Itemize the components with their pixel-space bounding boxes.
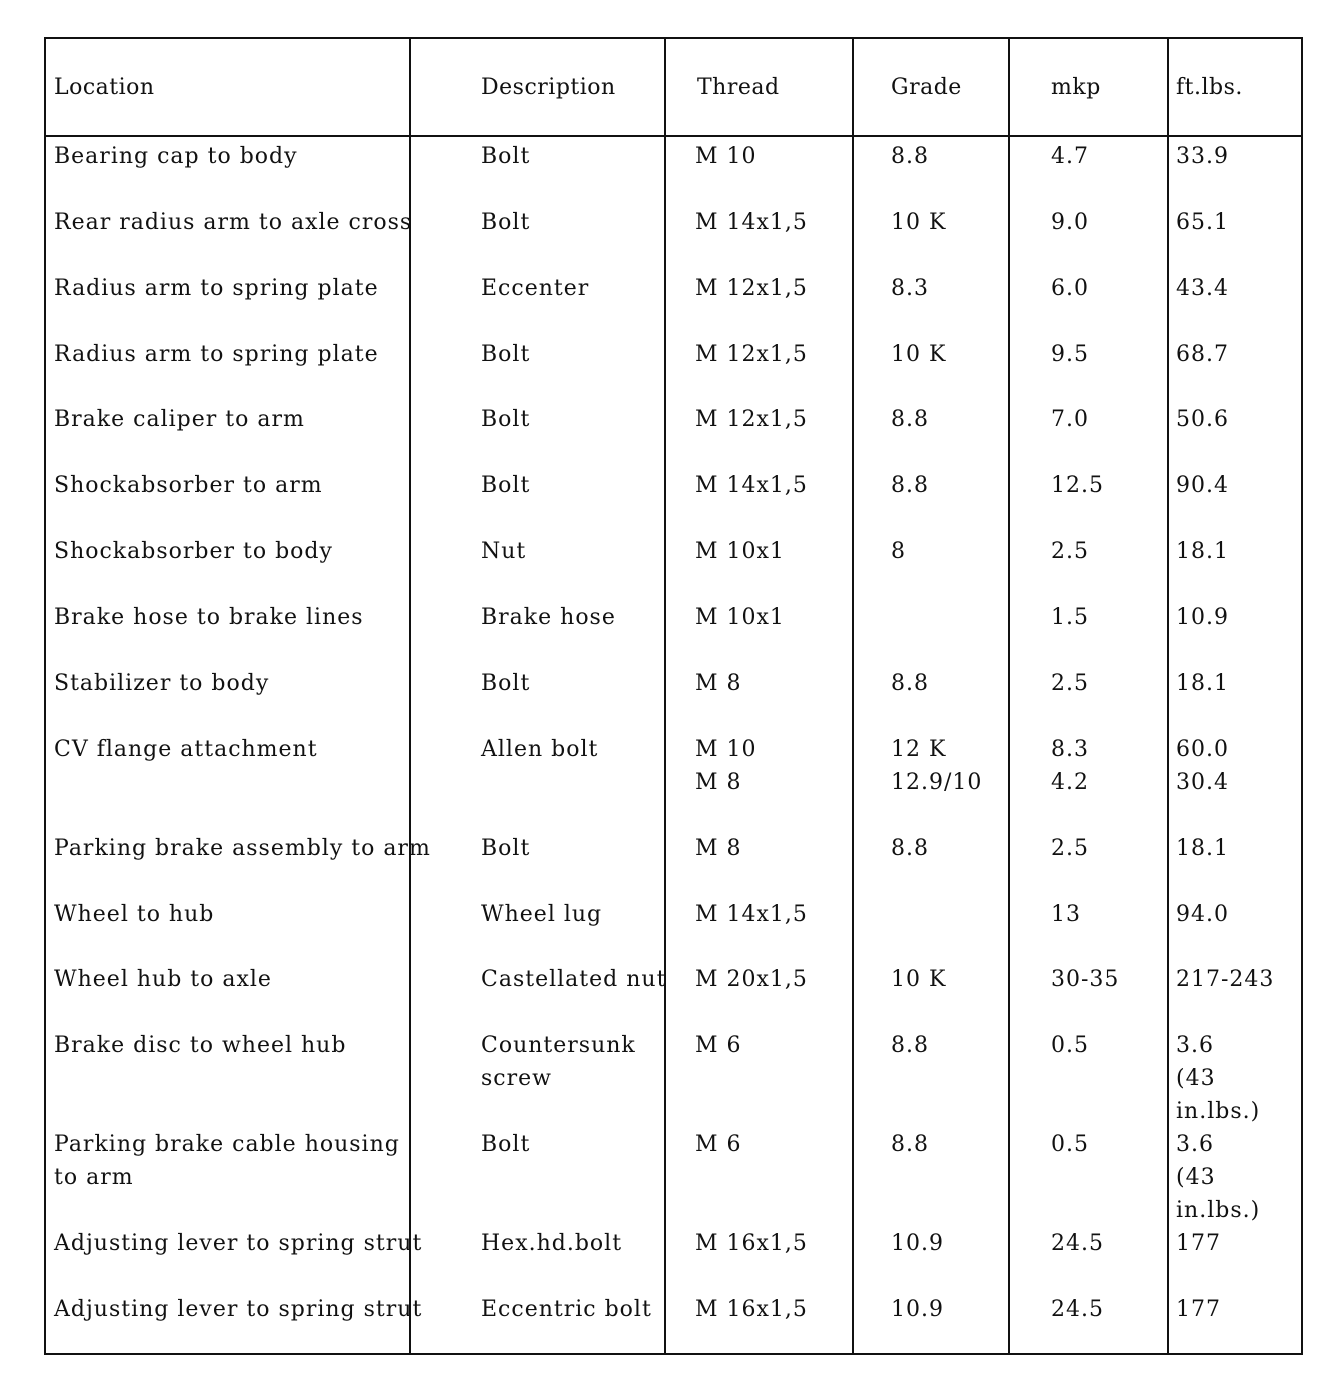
cell-location: Brake caliper to arm — [54, 407, 305, 432]
cell-thread: M 14x1,5 — [695, 902, 808, 927]
cell-ft-lbs: 50.6 — [1176, 407, 1229, 432]
cell-mkp: 12.5 — [1051, 473, 1104, 498]
cell-description: Hex.hd.bolt — [481, 1231, 623, 1256]
cell-mkp: 6.0 — [1051, 276, 1089, 301]
cell-description: Bolt — [481, 671, 531, 696]
cell-location: Parking brake assembly to arm — [54, 836, 431, 861]
cell-location: Wheel hub to axle — [54, 967, 272, 992]
column-divider — [1008, 39, 1010, 1353]
cell-grade: 8.8 — [891, 671, 929, 696]
cell-mkp: 0.5 — [1051, 1132, 1089, 1157]
cell-thread: M 6 — [695, 1033, 742, 1058]
cell-grade: 8.8 — [891, 836, 929, 861]
cell-grade: 12 K 12.9/10 — [891, 737, 983, 795]
cell-location: Brake disc to wheel hub — [54, 1033, 347, 1058]
torque-spec-table — [44, 37, 1303, 1355]
cell-description: Bolt — [481, 1132, 531, 1157]
cell-grade: 8.8 — [891, 1033, 929, 1058]
cell-description: Brake hose — [481, 605, 616, 630]
cell-thread: M 10 — [695, 144, 757, 169]
cell-location: Shockabsorber to body — [54, 539, 333, 564]
cell-thread: M 8 — [695, 671, 742, 696]
cell-description: Bolt — [481, 473, 531, 498]
cell-grade: 10 K — [891, 967, 947, 992]
cell-ft-lbs: 10.9 — [1176, 605, 1229, 630]
cell-thread: M 10x1 — [695, 539, 785, 564]
cell-location: Radius arm to spring plate — [54, 276, 379, 301]
cell-description: Bolt — [481, 210, 531, 235]
cell-thread: M 16x1,5 — [695, 1231, 808, 1256]
cell-description: Nut — [481, 539, 527, 564]
cell-location: Shockabsorber to arm — [54, 473, 323, 498]
cell-ft-lbs: 18.1 — [1176, 539, 1229, 564]
header-ftlbs: ft.lbs. — [1176, 75, 1243, 100]
cell-thread: M 14x1,5 — [695, 473, 808, 498]
cell-mkp: 8.3 4.2 — [1051, 737, 1089, 795]
cell-grade: 8 — [891, 539, 906, 564]
cell-thread: M 8 — [695, 836, 742, 861]
header-grade: Grade — [891, 75, 962, 100]
cell-grade: 10.9 — [891, 1231, 944, 1256]
cell-grade: 8.8 — [891, 1132, 929, 1157]
cell-location: Bearing cap to body — [54, 144, 298, 169]
cell-location: Stabilizer to body — [54, 671, 270, 696]
cell-grade: 8.8 — [891, 473, 929, 498]
cell-mkp: 1.5 — [1051, 605, 1089, 630]
cell-location: Brake hose to brake lines — [54, 605, 364, 630]
cell-ft-lbs: 68.7 — [1176, 342, 1229, 367]
cell-mkp: 24.5 — [1051, 1231, 1104, 1256]
cell-thread: M 12x1,5 — [695, 342, 808, 367]
cell-ft-lbs: 65.1 — [1176, 210, 1229, 235]
cell-ft-lbs: 33.9 — [1176, 144, 1229, 169]
cell-description: Allen bolt — [481, 737, 599, 762]
cell-description: Bolt — [481, 407, 531, 432]
column-divider — [852, 39, 854, 1353]
cell-ft-lbs: 60.0 30.4 — [1176, 737, 1229, 795]
header-thread: Thread — [697, 75, 780, 100]
cell-mkp: 9.0 — [1051, 210, 1089, 235]
cell-thread: M 16x1,5 — [695, 1297, 808, 1322]
cell-grade: 10 K — [891, 210, 947, 235]
cell-mkp: 24.5 — [1051, 1297, 1104, 1322]
cell-thread: M 20x1,5 — [695, 967, 808, 992]
cell-mkp: 4.7 — [1051, 144, 1089, 169]
cell-location: Adjusting lever to spring strut — [54, 1297, 423, 1322]
header-mkp: mkp — [1051, 75, 1101, 100]
cell-ft-lbs: 18.1 — [1176, 671, 1229, 696]
cell-description: Eccentric bolt — [481, 1297, 652, 1322]
column-divider — [664, 39, 666, 1353]
cell-thread: M 10 M 8 — [695, 737, 757, 795]
cell-location: Adjusting lever to spring strut — [54, 1231, 423, 1256]
cell-thread: M 6 — [695, 1132, 742, 1157]
cell-thread: M 10x1 — [695, 605, 785, 630]
cell-ft-lbs: 177 — [1176, 1231, 1221, 1256]
cell-mkp: 13 — [1051, 902, 1081, 927]
cell-mkp: 9.5 — [1051, 342, 1089, 367]
cell-mkp: 30-35 — [1051, 967, 1120, 992]
cell-ft-lbs: 3.6 (43 in.lbs.) — [1176, 1132, 1261, 1223]
cell-description: Bolt — [481, 144, 531, 169]
cell-description: Countersunk screw — [481, 1033, 636, 1091]
cell-thread: M 14x1,5 — [695, 210, 808, 235]
cell-location: Parking brake cable housing to arm — [54, 1132, 400, 1190]
cell-ft-lbs: 3.6 (43 in.lbs.) — [1176, 1033, 1261, 1124]
cell-grade: 8.3 — [891, 276, 929, 301]
cell-mkp: 2.5 — [1051, 539, 1089, 564]
cell-ft-lbs: 177 — [1176, 1297, 1221, 1322]
header-description: Description — [481, 75, 616, 100]
cell-location: Radius arm to spring plate — [54, 342, 379, 367]
cell-location: Wheel to hub — [54, 902, 215, 927]
cell-mkp: 7.0 — [1051, 407, 1089, 432]
cell-mkp: 2.5 — [1051, 836, 1089, 861]
cell-description: Bolt — [481, 836, 531, 861]
column-divider — [1167, 39, 1169, 1353]
cell-grade: 10 K — [891, 342, 947, 367]
cell-ft-lbs: 94.0 — [1176, 902, 1229, 927]
header-location: Location — [54, 75, 155, 100]
cell-description: Bolt — [481, 342, 531, 367]
header-divider — [46, 135, 1301, 137]
cell-grade: 8.8 — [891, 144, 929, 169]
cell-location: CV flange attachment — [54, 737, 318, 762]
cell-location: Rear radius arm to axle cross — [54, 210, 413, 235]
cell-description: Wheel lug — [481, 902, 603, 927]
cell-ft-lbs: 90.4 — [1176, 473, 1229, 498]
cell-thread: M 12x1,5 — [695, 276, 808, 301]
cell-description: Eccenter — [481, 276, 590, 301]
cell-description: Castellated nut — [481, 967, 667, 992]
cell-grade: 10.9 — [891, 1297, 944, 1322]
cell-mkp: 2.5 — [1051, 671, 1089, 696]
cell-ft-lbs: 217-243 — [1176, 967, 1275, 992]
cell-grade: 8.8 — [891, 407, 929, 432]
cell-mkp: 0.5 — [1051, 1033, 1089, 1058]
cell-thread: M 12x1,5 — [695, 407, 808, 432]
cell-ft-lbs: 43.4 — [1176, 276, 1229, 301]
cell-ft-lbs: 18.1 — [1176, 836, 1229, 861]
